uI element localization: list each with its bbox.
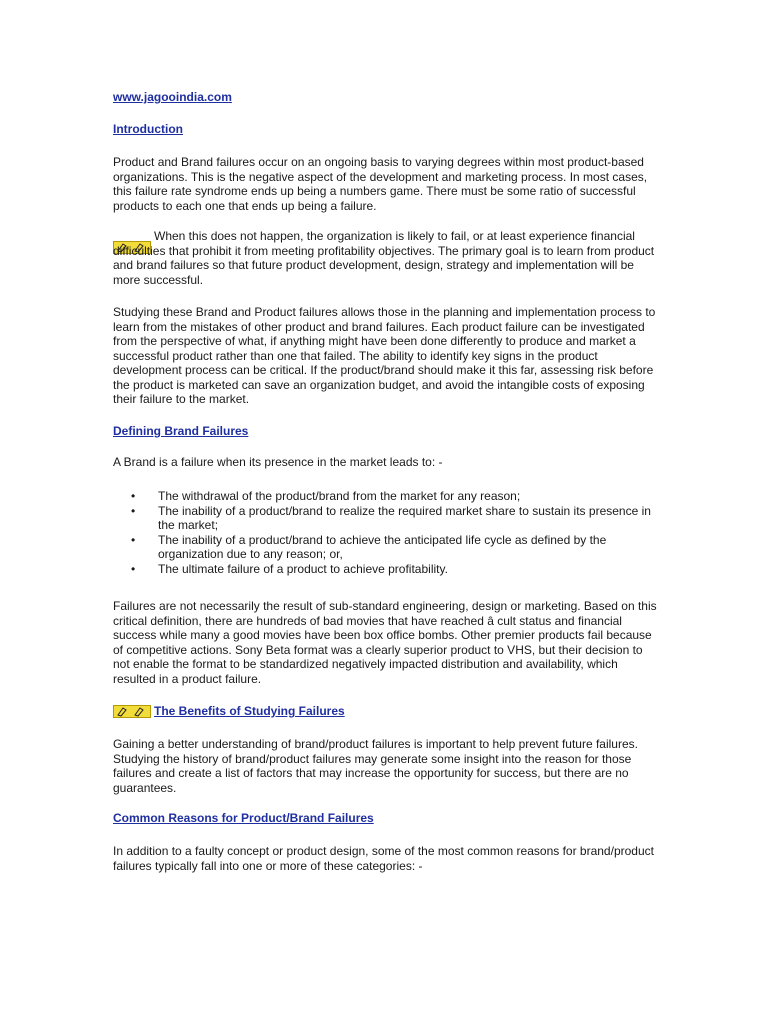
intro-paragraph-1: Product and Brand failures occur on an ongoing basis to varying degrees within most product-based organizations. This is the negative aspect of the development and marketing process. In most cases, this failure rate syndrome ends up being a numbers game. There must be some ratio of successful products to each one that ends up being a failure. (113, 155, 648, 213)
pencil-note-icon[interactable] (113, 705, 151, 718)
list-item: • The inability of a product/brand to achieve the anticipated life cycle as defined by the organization due to any reason; or, (113, 533, 658, 562)
common-reasons-heading-link[interactable]: Common Reasons for Product/Brand Failures (113, 811, 374, 825)
defining-paragraph-after: Failures are not necessarily the result of sub-standard engineering, design or marketing. Based on this critical definition, there are hundreds of bad movies that have reached â cult status and financial success while many a good movies have been box office bombs. Other premier products fail because of competitive actions. Sony Beta format was a clearly superior product to VHS, but their decision to not enable the format to be standardized negatively impacted distribution and availability, which resulted in a product failure. (113, 599, 657, 686)
list-item: • The ultimate failure of a product to achieve profitability. (113, 562, 658, 577)
intro-paragraph-3: Studying these Brand and Product failures allows those in the planning and implementation process to learn from the mistakes of other product and brand failures. Each product failure can be investigated from the perspective of what, if anything might have been done differently to produce and market a successful product rather than one that failed. The ability to identify key signs in the product development process can be critical. If the product/brand should make it this far, assessing risk before the product is marketed can save an organization budget, and avoid the intangible costs of exposing their failure to the market. (113, 305, 656, 406)
site-link[interactable]: www.jagooindia.com (113, 90, 232, 104)
failure-definition-list (113, 489, 658, 576)
benefits-paragraph: Gaining a better understanding of brand/product failures is important to help prevent future failures. Studying the history of brand/product failures may generate some insight into the reason for those failures and create a list of factors that may increase the opportunity for success, but there are no guarantees. (113, 737, 638, 795)
intro-paragraph-2: When this does not happen, the organization is likely to fail, or at least experience financial difficulties that prohibit it from meeting profitability objectives. The primary goal is to learn from product and brand failures so that future product development, design, strategy and implementation will be more successful. (113, 229, 655, 287)
introduction-heading-link[interactable]: Introduction (113, 122, 183, 136)
list-item: • The inability of a product/brand to realize the required market share to sustain its presence in the market; (113, 504, 658, 533)
defining-lead: A Brand is a failure when its presence in the market leads to: - (113, 455, 443, 469)
list-item: • The withdrawal of the product/brand from the market for any reason; (113, 489, 658, 504)
defining-brand-failures-heading-link[interactable]: Defining Brand Failures (113, 424, 249, 438)
benefits-heading-link[interactable]: The Benefits of Studying Failures (154, 704, 345, 718)
common-reasons-paragraph: In addition to a faulty concept or product design, some of the most common reasons for brand/product failures typically fall into one or more of these categories: - (113, 844, 654, 873)
